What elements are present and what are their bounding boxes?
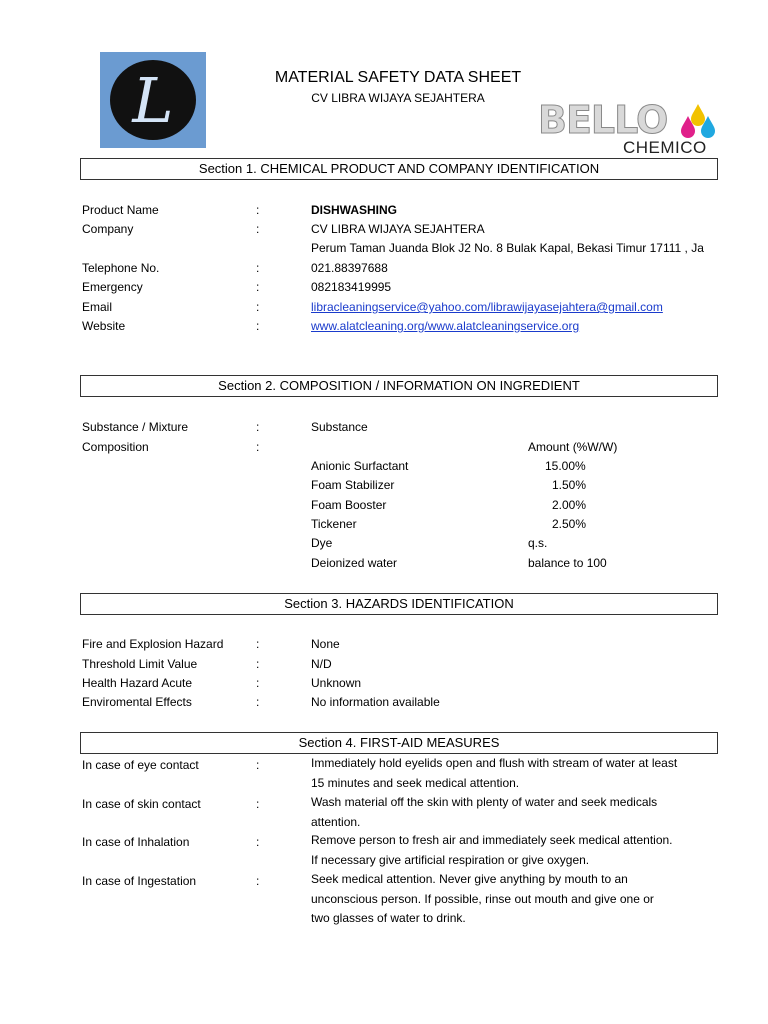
text-line: Remove person to fresh air and immediately seek medical attention. bbox=[311, 833, 673, 847]
brand-word: BELLO bbox=[538, 98, 668, 142]
substance-label: Substance / Mixture bbox=[82, 420, 189, 434]
first-aid-label: In case of Inhalation bbox=[82, 835, 190, 849]
colon: : bbox=[256, 637, 260, 651]
first-aid-text bbox=[311, 831, 711, 870]
email-label: Email bbox=[82, 300, 113, 314]
hazard-value: Unknown bbox=[311, 676, 362, 690]
hazard-label: Health Hazard Acute bbox=[82, 676, 193, 690]
colon: : bbox=[256, 835, 260, 849]
composition-label: Composition bbox=[82, 440, 149, 454]
text-line: Wash material off the skin with plenty of water and seek medicals bbox=[311, 795, 658, 809]
ingredient-name: Foam Booster bbox=[311, 498, 387, 512]
colon: : bbox=[256, 203, 260, 217]
product-name-value: DISHWASHING bbox=[311, 203, 398, 217]
ingredient-amount: 15.00% bbox=[545, 459, 586, 473]
hazard-value: None bbox=[311, 637, 340, 651]
colon: : bbox=[256, 261, 260, 275]
hazard-label: Enviromental Effects bbox=[82, 695, 192, 709]
company-address: Perum Taman Juanda Blok J2 No. 8 Bulak Kapal, Bekasi Timur 17111 , Ja bbox=[311, 241, 704, 255]
company-value: CV LIBRA WIJAYA SEJAHTERA bbox=[311, 222, 485, 236]
ingredient-amount: 1.50% bbox=[552, 478, 587, 492]
section4-heading: Section 4. FIRST-AID MEASURES bbox=[80, 732, 718, 754]
bello-chemico-logo bbox=[538, 98, 718, 158]
colon: : bbox=[256, 319, 260, 333]
text-line: attention. bbox=[311, 814, 361, 829]
website-label: Website bbox=[82, 319, 126, 333]
ingredient-amount: 2.50% bbox=[552, 517, 587, 531]
first-aid-text bbox=[311, 870, 711, 929]
hazard-value: No information available bbox=[311, 695, 440, 709]
logo-letter: L bbox=[132, 64, 174, 137]
section3-heading: Section 3. HAZARDS IDENTIFICATION bbox=[80, 593, 718, 615]
colon: : bbox=[256, 300, 260, 314]
telephone-label: Telephone No. bbox=[82, 261, 160, 275]
text-line: Seek medical attention. Never give anything by mouth to an bbox=[311, 872, 628, 886]
colon: : bbox=[256, 280, 260, 294]
ingredient-name: Foam Stabilizer bbox=[311, 478, 395, 492]
first-aid-text bbox=[311, 793, 711, 832]
ingredient-name: Tickener bbox=[311, 517, 357, 531]
text-line: unconscious person. If possible, rinse out mouth and give one or bbox=[311, 891, 654, 906]
colon: : bbox=[256, 657, 260, 671]
telephone-value: 021.88397688 bbox=[311, 261, 388, 275]
text-line: If necessary give artificial respiration or give oxygen. bbox=[311, 852, 590, 867]
ingredient-name: Anionic Surfactant bbox=[311, 459, 409, 473]
colon: : bbox=[256, 874, 260, 888]
hazard-label: Fire and Explosion Hazard bbox=[82, 637, 224, 651]
brand-sub: CHEMICO bbox=[623, 138, 707, 157]
section1-heading: Section 1. CHEMICAL PRODUCT AND COMPANY IDENTIFICATION bbox=[80, 158, 718, 180]
first-aid-label: In case of eye contact bbox=[82, 758, 199, 772]
colon: : bbox=[256, 440, 260, 454]
ingredient-name: Dye bbox=[311, 536, 333, 550]
ingredient-amount: balance to 100 bbox=[528, 556, 607, 570]
amount-header: Amount (%W/W) bbox=[528, 440, 618, 454]
product-name-label: Product Name bbox=[82, 203, 159, 217]
document-title: MATERIAL SAFETY DATA SHEET bbox=[274, 69, 522, 86]
company-label: Company bbox=[82, 222, 134, 236]
hazard-value: N/D bbox=[311, 657, 332, 671]
first-aid-label: In case of skin contact bbox=[82, 797, 201, 811]
email-link[interactable]: libracleaningservice@yahoo.com/librawijayasejahtera@gmail.com bbox=[311, 300, 663, 314]
colon: : bbox=[256, 676, 260, 690]
ingredient-amount: q.s. bbox=[528, 536, 548, 550]
color-drops-icon bbox=[678, 102, 718, 142]
document-subtitle: CV LIBRA WIJAYA SEJAHTERA bbox=[311, 91, 485, 105]
ingredient-name: Deionized water bbox=[311, 556, 398, 570]
emergency-label: Emergency bbox=[82, 280, 143, 294]
colon: : bbox=[256, 222, 260, 236]
text-line: two glasses of water to drink. bbox=[311, 911, 466, 925]
first-aid-text bbox=[311, 754, 711, 793]
hazard-label: Threshold Limit Value bbox=[82, 657, 198, 671]
colon: : bbox=[256, 420, 260, 434]
colon: : bbox=[256, 758, 260, 772]
text-line: 15 minutes and seek medical attention. bbox=[311, 775, 520, 790]
colon: : bbox=[256, 797, 260, 811]
ingredient-amount: 2.00% bbox=[552, 498, 587, 512]
emergency-value: 082183419995 bbox=[311, 280, 392, 294]
colon: : bbox=[256, 695, 260, 709]
substance-value: Substance bbox=[311, 420, 368, 434]
first-aid-label: In case of Ingestation bbox=[82, 874, 197, 888]
section2-heading: Section 2. COMPOSITION / INFORMATION ON INGREDIENT bbox=[80, 375, 718, 397]
text-line: Immediately hold eyelids open and flush with stream of water at least bbox=[311, 756, 678, 770]
website-link[interactable]: www.alatcleaning.org/www.alatcleaningservice.org bbox=[311, 319, 580, 333]
